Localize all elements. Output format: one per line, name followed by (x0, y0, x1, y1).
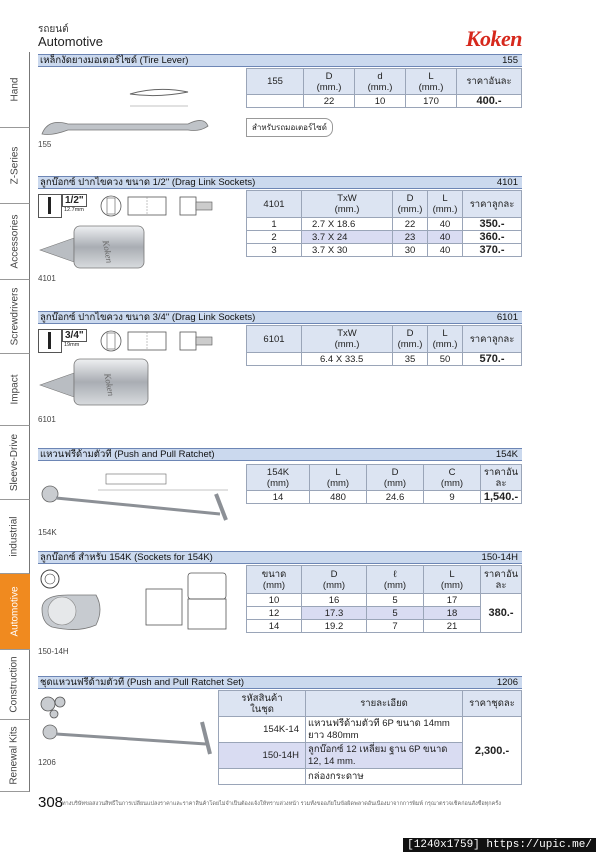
section-code: 150-14H (481, 552, 518, 563)
section-header (38, 311, 522, 324)
spec-table: ขนาด (mm) D (mm) ℓ (mm) L (mm) ราคาอันละ 10 16 5 17 380.- 12 17.3 5 18 14 19.2 7 21 (246, 565, 522, 633)
product-section-1206 (38, 676, 522, 791)
section-header (38, 676, 522, 689)
category-title: Automotive (38, 34, 104, 49)
product-image-code: 150-14H (38, 647, 69, 656)
spec-table: 155 D (mm.) d (mm.) L (mm.) ราคาอันละ 22 10 170 400.- (246, 68, 522, 108)
tab-impact[interactable]: Impact (0, 354, 30, 426)
section-code: 4101 (496, 177, 518, 188)
socket-12pt-image (38, 569, 248, 649)
product-section-154K (38, 448, 522, 538)
section-title: เหล็กงัดยางมอเตอร์ไซด์ (Tire Lever) (40, 55, 189, 66)
socket-image (38, 224, 158, 270)
page-number: 308 (38, 794, 64, 811)
table-row: 150-14H ลูกบ๊อกซ์ 12 เหลี่ยม ฐาน 6P ขนาด 12, 14 mm. (219, 743, 522, 769)
table-row: 14 19.2 7 21 (247, 620, 522, 633)
spec-table: 4101 TxW (mm.) D (mm.) L (mm.) ราคาลูกละ 1 2.7 X 18.6 22 40 350.- 2 3.7 X 24 23 40 360.- 3 3.7 X 30 30 40 370.- (246, 190, 522, 257)
table-row: 14 480 24.6 9 1,540.- (247, 491, 522, 504)
section-title: แหวนฟรีด้ามตัวที (Push and Pull Ratchet) (40, 449, 215, 460)
table-row: 12 17.3 5 18 (247, 607, 522, 620)
socket-drawing-image (98, 329, 248, 357)
section-header (38, 551, 522, 564)
set-contents-table: รหัสสินค้า ในชุด รายละเอียด ราคาชุดละ 154K-14 แหวนฟรีด้ามตัวที 6P ขนาด 14mm ยาว 480mm 2,300.- 150-14H ลูกบ๊อกซ์ 12 เหลี่ยม ฐาน 6P ขนาด 12, 14 mm. กล่องกระดาษ (218, 690, 522, 785)
section-title: ลูกบ๊อกซ์ สำหรับ 154K (Sockets for 154K) (40, 552, 213, 563)
product-image-code: 6101 (38, 415, 56, 424)
section-code: 155 (502, 55, 518, 66)
tab-z-series[interactable]: Z-Series (0, 128, 30, 204)
slot-tip-icon (38, 329, 62, 353)
product-image-code: 154K (38, 528, 57, 537)
tab-renewal-kits[interactable]: Renewal Kits (0, 720, 30, 792)
product-section-150-14H (38, 551, 522, 661)
product-image-code: 155 (38, 140, 52, 149)
section-title: ลูกบ๊อกซ์ ปากไขควง ขนาด 3/4" (Drag Link Sockets) (40, 312, 256, 323)
usage-note: สำหรับรถมอเตอร์ไซด์ (246, 118, 333, 137)
product-section-155 (38, 54, 522, 154)
socket-drawing-image (98, 194, 248, 222)
table-row: 3 3.7 X 30 30 40 370.- (247, 244, 522, 257)
svg-text:Koken: Koken (100, 239, 115, 264)
slot-tip-icon (38, 194, 62, 218)
drive-size-mm: 19mm (64, 342, 80, 348)
ratchet-image (38, 464, 238, 524)
category-tabs (0, 52, 30, 792)
svg-text:Koken: Koken (102, 372, 117, 397)
section-header (38, 176, 522, 189)
brand-logo: Koken (465, 26, 522, 51)
section-code: 154K (495, 449, 518, 460)
section-title: ชุดแหวนฟรีด้ามตัวที (Push and Pull Ratchet Set) (40, 677, 245, 688)
product-section-4101 (38, 176, 522, 286)
table-row: 6.4 X 33.5 35 50 570.- (247, 353, 522, 366)
price-cell: 380.- (481, 594, 522, 633)
section-title: ลูกบ๊อกซ์ ปากไขควง ขนาด 1/2" (Drag Link Sockets) (40, 177, 256, 188)
table-row: 2 3.7 X 24 23 40 360.- (247, 231, 522, 244)
tab-industrial[interactable]: industrial (0, 500, 30, 574)
section-code: 6101 (496, 312, 518, 323)
tab-construction[interactable]: Construction (0, 650, 30, 720)
spec-table: 154K (mm) L (mm) D (mm) C (mm) ราคาอันละ 14 480 24.6 9 1,540.- (246, 464, 522, 504)
table-row: 154K-14 แหวนฟรีด้ามตัวที 6P ขนาด 14mm ยาว 480mm 2,300.- (219, 717, 522, 743)
drive-size-label: 1/2" (62, 194, 87, 207)
tab-hand[interactable]: Hand (0, 52, 30, 128)
tab-sleeve-drive[interactable]: Sleeve-Drive (0, 426, 30, 500)
product-section-6101 (38, 311, 522, 426)
socket-image (38, 357, 158, 407)
drive-size-mm: 12.7mm (64, 207, 84, 213)
section-header (38, 54, 522, 67)
spec-table: 6101 TxW (mm.) D (mm.) L (mm.) ราคาลูกละ 6.4 X 33.5 35 50 570.- (246, 325, 522, 366)
tab-automotive[interactable]: Automotive (0, 574, 30, 650)
product-image-code: 4101 (38, 274, 56, 283)
product-image-code: 1206 (38, 758, 56, 767)
price-cell: 2,300.- (463, 717, 522, 785)
table-row: กล่องกระดาษ (219, 769, 522, 785)
tab-screwdrivers[interactable]: Screwdrivers (0, 280, 30, 354)
watermark: [1240x1759] https://upic.me/ (403, 838, 596, 852)
tire-lever-image (38, 72, 238, 142)
ratchet-set-image (38, 692, 218, 762)
tab-accessories[interactable]: Accessories (0, 204, 30, 280)
section-header (38, 448, 522, 461)
table-row: 1 2.7 X 18.6 22 40 350.- (247, 218, 522, 231)
drive-size-label: 3/4" (62, 329, 87, 342)
category-title-thai: รถยนต์ (38, 24, 69, 35)
section-code: 1206 (496, 677, 518, 688)
disclaimer: ทางบริษัทขอสงวนสิทธิ์ในการเปลี่ยนแปลงราคาและราคาสินค้าโดยไม่จำเป็นต้องแจ้งให้ทราบล่วงหน้า รวมทั้งขออภัยในข้อผิดพลาดอันเนื่องมาจากการพิมพ์ กรุณาตรวจเช็คก่อนสั่งซื้อทุกครั้ง (62, 801, 501, 807)
table-row: 10 16 5 17 380.- (247, 594, 522, 607)
